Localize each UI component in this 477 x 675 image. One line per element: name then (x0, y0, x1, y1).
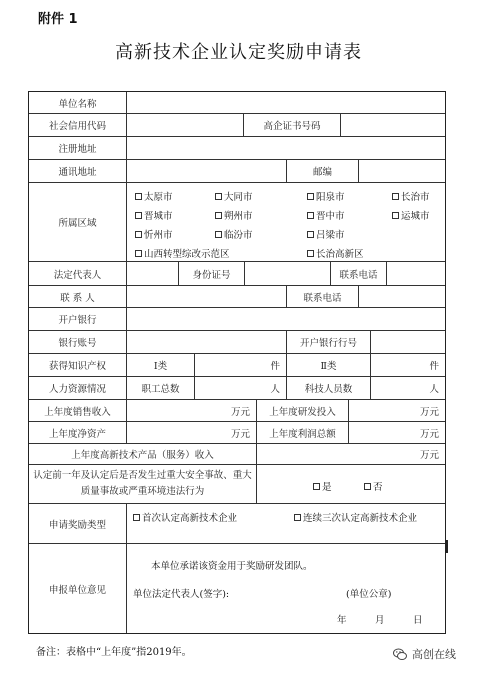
id-number-field[interactable] (245, 262, 331, 286)
bank-account-label: 银行账号 (29, 331, 127, 354)
registered-address-label: 注册地址 (29, 137, 127, 160)
mail-address-field[interactable] (127, 160, 287, 183)
legal-rep-field[interactable] (127, 262, 179, 286)
checkbox-icon (135, 231, 142, 238)
region-option[interactable]: 朔州市 (215, 208, 253, 222)
checkbox-icon (135, 193, 142, 200)
contact-phone-field[interactable] (359, 286, 445, 308)
date-year: 年 (337, 615, 347, 626)
region-option[interactable]: 长治市 (392, 189, 430, 203)
region-option[interactable]: 运城市 (392, 208, 430, 222)
accident-no-option[interactable]: 否 (364, 479, 383, 493)
form-title: 高新技术企业认定奖励申请表 (115, 42, 362, 63)
checkbox-icon (313, 483, 320, 490)
date-day: 日 (413, 615, 423, 626)
checkbox-icon (307, 231, 314, 238)
application-form-table (28, 91, 446, 634)
tech-staff-field[interactable]: 人 (371, 377, 445, 400)
id-number-label: 身份证号 (179, 262, 245, 286)
opinion-label: 申报单位意见 (29, 544, 127, 633)
credit-code-field[interactable] (127, 114, 244, 137)
region-label: 所属区域 (29, 183, 127, 262)
accident-yes-option[interactable]: 是 (313, 479, 332, 493)
legal-rep-phone-field[interactable] (387, 262, 445, 286)
accident-answer (257, 465, 445, 504)
contact-person-field[interactable] (127, 286, 287, 308)
prev-product-income-label: 上年度高新技术产品（服务）收入 (29, 444, 257, 465)
postcode-field[interactable] (359, 160, 445, 183)
contact-phone-label: 联系电话 (287, 286, 359, 308)
watermark: 高创在线 (392, 646, 456, 662)
class1-count-field[interactable]: 件 (195, 354, 287, 377)
region-option[interactable]: 晋中市 (307, 208, 345, 222)
contact-phone-label: 联系电话 (331, 262, 387, 286)
region-option[interactable]: 吕梁市 (307, 227, 345, 241)
postcode-label: 邮编 (287, 160, 359, 183)
checkbox-icon (133, 514, 140, 521)
checkbox-icon (135, 212, 142, 219)
registered-address-field[interactable] (127, 137, 445, 160)
award-type-label: 申请奖励类型 (29, 504, 127, 544)
checkbox-icon (307, 193, 314, 200)
region-option[interactable]: 太原市 (135, 189, 173, 203)
checkbox-icon (364, 483, 371, 490)
bank-code-label: 开户银行行号 (287, 331, 371, 354)
checkbox-icon (392, 193, 399, 200)
region-option[interactable]: 忻州市 (135, 227, 173, 241)
seal-text: (单位公章) (346, 589, 392, 600)
checkbox-icon (135, 250, 142, 257)
credit-code-label: 社会信用代码 (29, 114, 127, 137)
region-option[interactable]: 长治高新区 (307, 246, 364, 260)
footnote: 备注：表格中“上年度”指2019年。 (36, 647, 192, 658)
prev-sales-label: 上年度销售收入 (29, 400, 127, 422)
prev-rd-field[interactable]: 万元 (349, 400, 445, 422)
bank-label: 开户银行 (29, 308, 127, 331)
region-option[interactable]: 大同市 (215, 189, 253, 203)
checkbox-icon (392, 212, 399, 219)
checkbox-icon (294, 514, 301, 521)
ip-label: 获得知识产权 (29, 354, 127, 377)
prev-net-assets-field[interactable]: 万元 (127, 422, 257, 444)
prev-sales-field[interactable]: 万元 (127, 400, 257, 422)
award-third-option[interactable]: 连续三次认定高新技术企业 (294, 510, 417, 524)
award-first-option[interactable]: 首次认定高新技术企业 (133, 510, 237, 524)
hightech-cert-field[interactable] (341, 114, 445, 137)
class2-count-field[interactable]: 件 (371, 354, 445, 377)
accident-question-label: 认定前一年及认定后是否发生过重大安全事故、重大质量事故或严重环境违法行为 (29, 465, 257, 504)
prev-profit-field[interactable]: 万元 (349, 422, 445, 444)
checkbox-icon (307, 212, 314, 219)
total-staff-label: 职工总数 (127, 377, 195, 400)
class1-label: Ⅰ类 (127, 354, 195, 377)
prev-product-income-field[interactable]: 万元 (257, 444, 445, 465)
signature-text: 单位法定代表人(签字): (133, 589, 230, 600)
bank-code-field[interactable] (371, 331, 445, 354)
legal-rep-label: 法定代表人 (29, 262, 127, 286)
checkbox-icon (215, 231, 222, 238)
pledge-text: 本单位承诺该资金用于奖励研发团队。 (151, 561, 313, 572)
checkbox-icon (307, 250, 314, 257)
mail-address-label: 通讯地址 (29, 160, 127, 183)
table-edge-mark (446, 540, 448, 553)
region-option[interactable]: 山西转型综改示范区 (135, 246, 230, 260)
unit-name-field[interactable] (127, 92, 445, 114)
prev-rd-label: 上年度研发投入 (257, 400, 349, 422)
prev-net-assets-label: 上年度净资产 (29, 422, 127, 444)
total-staff-field[interactable]: 人 (195, 377, 287, 400)
hightech-cert-label: 高企证书号码 (244, 114, 341, 137)
class2-label: Ⅱ类 (287, 354, 371, 377)
wechat-icon (392, 646, 408, 662)
bank-account-field[interactable] (127, 331, 287, 354)
prev-profit-label: 上年度利润总额 (257, 422, 349, 444)
attachment-label: 附件 1 (38, 12, 78, 27)
hr-label: 人力资源情况 (29, 377, 127, 400)
unit-name-label: 单位名称 (29, 92, 127, 114)
region-option[interactable]: 临汾市 (215, 227, 253, 241)
checkbox-icon (215, 193, 222, 200)
bank-field[interactable] (127, 308, 445, 331)
date-month: 月 (375, 615, 385, 626)
region-option[interactable]: 阳泉市 (307, 189, 345, 203)
region-option[interactable]: 晋城市 (135, 208, 173, 222)
checkbox-icon (215, 212, 222, 219)
tech-staff-label: 科技人员数 (287, 377, 371, 400)
contact-person-label: 联 系 人 (29, 286, 127, 308)
